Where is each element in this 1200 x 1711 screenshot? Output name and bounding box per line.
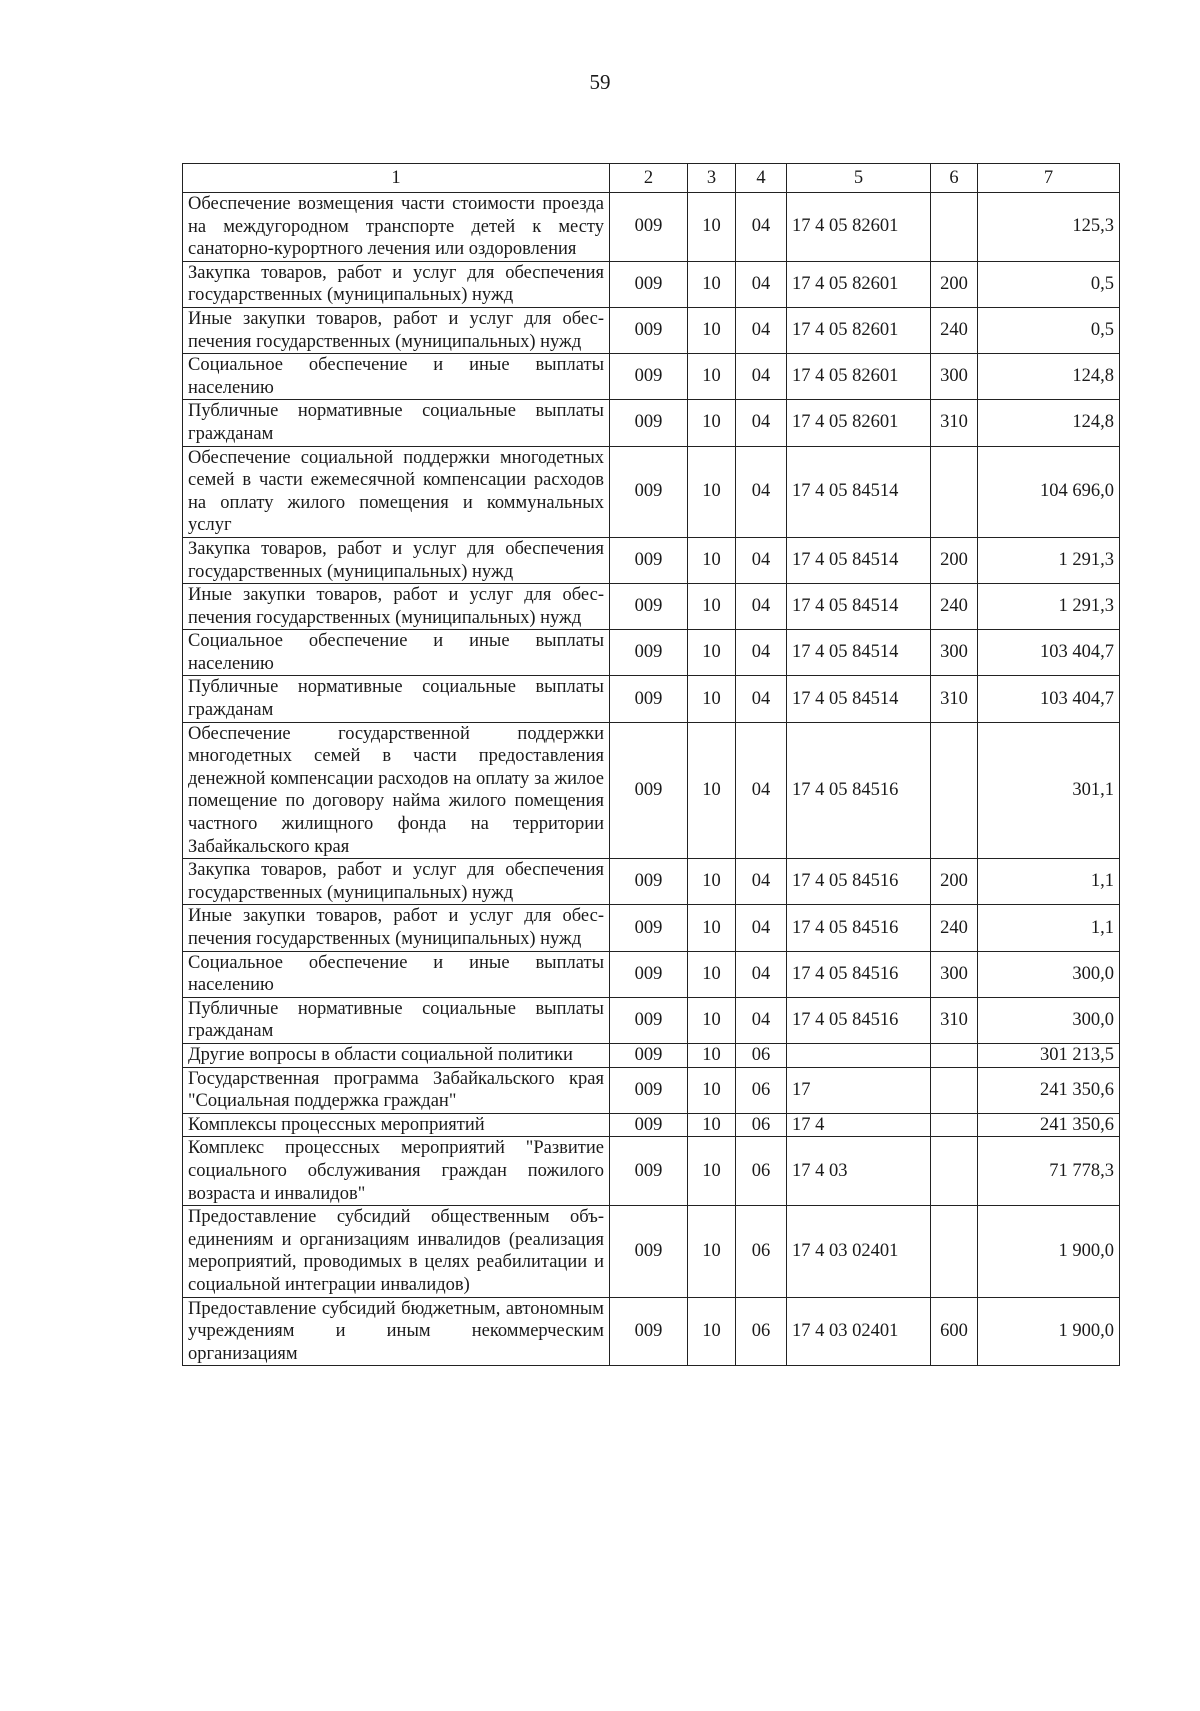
section-code-cell: 10 (688, 722, 736, 859)
target-article-cell: 17 4 05 84516 (787, 951, 931, 997)
expense-type-cell (931, 1113, 978, 1137)
column-header: 2 (610, 164, 688, 193)
target-article-cell (787, 1043, 931, 1067)
table-row (183, 1297, 1120, 1366)
row-name-cell: Иные закупки товаров, работ и услуг для обеспечения государственных (муниципальных) нужд (183, 307, 610, 353)
column-header: 1 (183, 164, 610, 193)
amount-cell: 1 900,0 (978, 1297, 1120, 1366)
section-code-cell: 10 (688, 1137, 736, 1206)
target-article-cell: 17 4 05 84514 (787, 537, 931, 583)
ministry-code-cell: 009 (610, 446, 688, 537)
expense-type-cell (931, 1137, 978, 1206)
target-article-cell: 17 4 03 02401 (787, 1297, 931, 1366)
ministry-code-cell: 009 (610, 630, 688, 676)
target-article-cell: 17 4 05 84514 (787, 446, 931, 537)
ministry-code-cell: 009 (610, 307, 688, 353)
table-row (183, 1043, 1120, 1067)
target-article-cell: 17 4 05 84514 (787, 584, 931, 630)
subsection-code-cell: 04 (736, 951, 787, 997)
table-row (183, 859, 1120, 905)
table-row (183, 261, 1120, 307)
expense-type-cell: 600 (931, 1297, 978, 1366)
amount-cell: 103 404,7 (978, 676, 1120, 722)
page-number: 59 (589, 70, 611, 94)
column-header: 7 (978, 164, 1120, 193)
ministry-code-cell: 009 (610, 859, 688, 905)
ministry-code-cell: 009 (610, 1067, 688, 1113)
section-code-cell: 10 (688, 1113, 736, 1137)
section-code-cell: 10 (688, 997, 736, 1043)
expense-type-cell (931, 446, 978, 537)
amount-cell: 1,1 (978, 905, 1120, 951)
ministry-code-cell: 009 (610, 1043, 688, 1067)
target-article-cell: 17 4 05 82601 (787, 354, 931, 400)
row-name-cell: Обеспечение социальной поддержки многодетных семей в части ежемесячной компенсации расходов на оплату жилого помещения и коммунальных услуг (183, 446, 610, 537)
row-name-cell: Иные закупки товаров, работ и услуг для обеспечения государственных (муниципальных) нужд (183, 584, 610, 630)
section-code-cell: 10 (688, 446, 736, 537)
section-code-cell: 10 (688, 584, 736, 630)
table-row (183, 193, 1120, 262)
ministry-code-cell: 009 (610, 261, 688, 307)
ministry-code-cell: 009 (610, 722, 688, 859)
row-name-cell: Предоставление субсидий общественным объединениям и организациям инвалидов (реализация мероприятий, проводимых в целях реабилитации и социальной интеграции инвалидов) (183, 1206, 610, 1297)
expense-type-cell (931, 1206, 978, 1297)
target-article-cell: 17 4 05 84516 (787, 722, 931, 859)
row-name-cell: Публичные нормативные социальные выплаты гражданам (183, 676, 610, 722)
row-name-cell: Комплекс процессных мероприятий "Развитие социального обслуживания граждан пожилого возраста и инвалидов" (183, 1137, 610, 1206)
target-article-cell: 17 4 05 82601 (787, 193, 931, 262)
ministry-code-cell: 009 (610, 400, 688, 446)
target-article-cell: 17 4 05 84514 (787, 676, 931, 722)
expense-type-cell: 200 (931, 261, 978, 307)
section-code-cell: 10 (688, 859, 736, 905)
table-row (183, 676, 1120, 722)
amount-cell: 0,5 (978, 261, 1120, 307)
subsection-code-cell: 04 (736, 400, 787, 446)
section-code-cell: 10 (688, 905, 736, 951)
section-code-cell: 10 (688, 630, 736, 676)
row-name-cell: Социальное обеспечение и иные выплаты населению (183, 630, 610, 676)
table-row (183, 722, 1120, 859)
ministry-code-cell: 009 (610, 1206, 688, 1297)
table-row (183, 905, 1120, 951)
section-code-cell: 10 (688, 1297, 736, 1366)
row-name-cell: Публичные нормативные социальные выплаты гражданам (183, 997, 610, 1043)
amount-cell: 300,0 (978, 997, 1120, 1043)
subsection-code-cell: 04 (736, 261, 787, 307)
expense-type-cell: 200 (931, 859, 978, 905)
row-name-cell: Государственная программа Забайкальского края "Социальная поддержка граждан" (183, 1067, 610, 1113)
table-row (183, 951, 1120, 997)
target-article-cell: 17 4 05 82601 (787, 400, 931, 446)
section-code-cell: 10 (688, 261, 736, 307)
expense-type-cell (931, 1043, 978, 1067)
subsection-code-cell: 04 (736, 446, 787, 537)
amount-cell: 301 213,5 (978, 1043, 1120, 1067)
table-row (183, 537, 1120, 583)
subsection-code-cell: 06 (736, 1206, 787, 1297)
section-code-cell: 10 (688, 1206, 736, 1297)
ministry-code-cell: 009 (610, 1297, 688, 1366)
subsection-code-cell: 04 (736, 722, 787, 859)
row-name-cell: Предоставление субсидий бюджетным, автономным учреждениям и иным некоммерческим организациям (183, 1297, 610, 1366)
section-code-cell: 10 (688, 537, 736, 583)
expense-type-cell (931, 722, 978, 859)
row-name-cell: Обеспечение возмещения части стоимости проезда на междугородном транспорте детей к месту санаторно-курортного лечения или оздоровления (183, 193, 610, 262)
amount-cell: 0,5 (978, 307, 1120, 353)
section-code-cell: 10 (688, 193, 736, 262)
ministry-code-cell: 009 (610, 193, 688, 262)
section-code-cell: 10 (688, 307, 736, 353)
subsection-code-cell: 04 (736, 354, 787, 400)
table-row (183, 997, 1120, 1043)
subsection-code-cell: 04 (736, 676, 787, 722)
target-article-cell: 17 4 05 84516 (787, 905, 931, 951)
ministry-code-cell: 009 (610, 905, 688, 951)
column-header: 5 (787, 164, 931, 193)
subsection-code-cell: 04 (736, 584, 787, 630)
ministry-code-cell: 009 (610, 584, 688, 630)
table-row (183, 1067, 1120, 1113)
subsection-code-cell: 06 (736, 1043, 787, 1067)
target-article-cell: 17 4 05 82601 (787, 307, 931, 353)
expense-type-cell: 300 (931, 951, 978, 997)
table-row (183, 400, 1120, 446)
target-article-cell: 17 4 (787, 1113, 931, 1137)
amount-cell: 301,1 (978, 722, 1120, 859)
subsection-code-cell: 04 (736, 193, 787, 262)
ministry-code-cell: 009 (610, 676, 688, 722)
expense-type-cell: 300 (931, 630, 978, 676)
subsection-code-cell: 04 (736, 307, 787, 353)
row-name-cell: Иные закупки товаров, работ и услуг для обеспечения государственных (муниципальных) нужд (183, 905, 610, 951)
target-article-cell: 17 4 05 84516 (787, 997, 931, 1043)
table-row (183, 1137, 1120, 1206)
ministry-code-cell: 009 (610, 537, 688, 583)
amount-cell: 104 696,0 (978, 446, 1120, 537)
row-name-cell: Закупка товаров, работ и услуг для обеспечения государственных (муниципальных) нужд (183, 537, 610, 583)
section-code-cell: 10 (688, 400, 736, 446)
target-article-cell: 17 4 03 (787, 1137, 931, 1206)
target-article-cell: 17 4 03 02401 (787, 1206, 931, 1297)
target-article-cell: 17 4 05 84514 (787, 630, 931, 676)
target-article-cell: 17 4 05 84516 (787, 859, 931, 905)
row-name-cell: Другие вопросы в области социальной политики (183, 1043, 610, 1067)
expense-type-cell: 300 (931, 354, 978, 400)
row-name-cell: Закупка товаров, работ и услуг для обеспечения государственных (муниципальных) нужд (183, 859, 610, 905)
budget-table (182, 163, 1120, 1366)
column-header: 6 (931, 164, 978, 193)
table-row (183, 1113, 1120, 1137)
table-row (183, 630, 1120, 676)
expense-type-cell: 200 (931, 537, 978, 583)
subsection-code-cell: 06 (736, 1297, 787, 1366)
amount-cell: 124,8 (978, 354, 1120, 400)
row-name-cell: Обеспечение государственной поддержки многодетных семей в части предоставления денежной компенсации расходов на оплату за жилое помещение по договору найма жилого помещения частного жилищного фонда на территории Забайкальского края (183, 722, 610, 859)
expense-type-cell: 240 (931, 584, 978, 630)
section-code-cell: 10 (688, 676, 736, 722)
ministry-code-cell: 009 (610, 951, 688, 997)
target-article-cell: 17 (787, 1067, 931, 1113)
subsection-code-cell: 04 (736, 537, 787, 583)
amount-cell: 241 350,6 (978, 1113, 1120, 1137)
expense-type-cell (931, 1067, 978, 1113)
amount-cell: 241 350,6 (978, 1067, 1120, 1113)
column-header: 3 (688, 164, 736, 193)
subsection-code-cell: 04 (736, 630, 787, 676)
table-row (183, 307, 1120, 353)
table-row (183, 1206, 1120, 1297)
ministry-code-cell: 009 (610, 354, 688, 400)
row-name-cell: Комплексы процессных мероприятий (183, 1113, 610, 1137)
subsection-code-cell: 06 (736, 1067, 787, 1113)
expense-type-cell: 310 (931, 400, 978, 446)
subsection-code-cell: 04 (736, 859, 787, 905)
expense-type-cell: 240 (931, 307, 978, 353)
row-name-cell: Социальное обеспечение и иные выплаты населению (183, 354, 610, 400)
row-name-cell: Социальное обеспечение и иные выплаты населению (183, 951, 610, 997)
table-row (183, 354, 1120, 400)
table-row (183, 446, 1120, 537)
expense-type-cell: 310 (931, 997, 978, 1043)
expense-type-cell: 240 (931, 905, 978, 951)
amount-cell: 125,3 (978, 193, 1120, 262)
section-code-cell: 10 (688, 951, 736, 997)
subsection-code-cell: 06 (736, 1113, 787, 1137)
ministry-code-cell: 009 (610, 1113, 688, 1137)
subsection-code-cell: 06 (736, 1137, 787, 1206)
section-code-cell: 10 (688, 354, 736, 400)
subsection-code-cell: 04 (736, 997, 787, 1043)
expense-type-cell (931, 193, 978, 262)
ministry-code-cell: 009 (610, 1137, 688, 1206)
table-row (183, 584, 1120, 630)
section-code-cell: 10 (688, 1067, 736, 1113)
section-code-cell: 10 (688, 1043, 736, 1067)
amount-cell: 103 404,7 (978, 630, 1120, 676)
amount-cell: 1 900,0 (978, 1206, 1120, 1297)
amount-cell: 1,1 (978, 859, 1120, 905)
subsection-code-cell: 04 (736, 905, 787, 951)
ministry-code-cell: 009 (610, 997, 688, 1043)
amount-cell: 1 291,3 (978, 537, 1120, 583)
row-name-cell: Закупка товаров, работ и услуг для обеспечения государственных (муниципальных) нужд (183, 261, 610, 307)
column-header: 4 (736, 164, 787, 193)
amount-cell: 1 291,3 (978, 584, 1120, 630)
amount-cell: 300,0 (978, 951, 1120, 997)
table-header-row (183, 164, 1120, 193)
amount-cell: 71 778,3 (978, 1137, 1120, 1206)
target-article-cell: 17 4 05 82601 (787, 261, 931, 307)
amount-cell: 124,8 (978, 400, 1120, 446)
row-name-cell: Публичные нормативные социальные выплаты гражданам (183, 400, 610, 446)
expense-type-cell: 310 (931, 676, 978, 722)
